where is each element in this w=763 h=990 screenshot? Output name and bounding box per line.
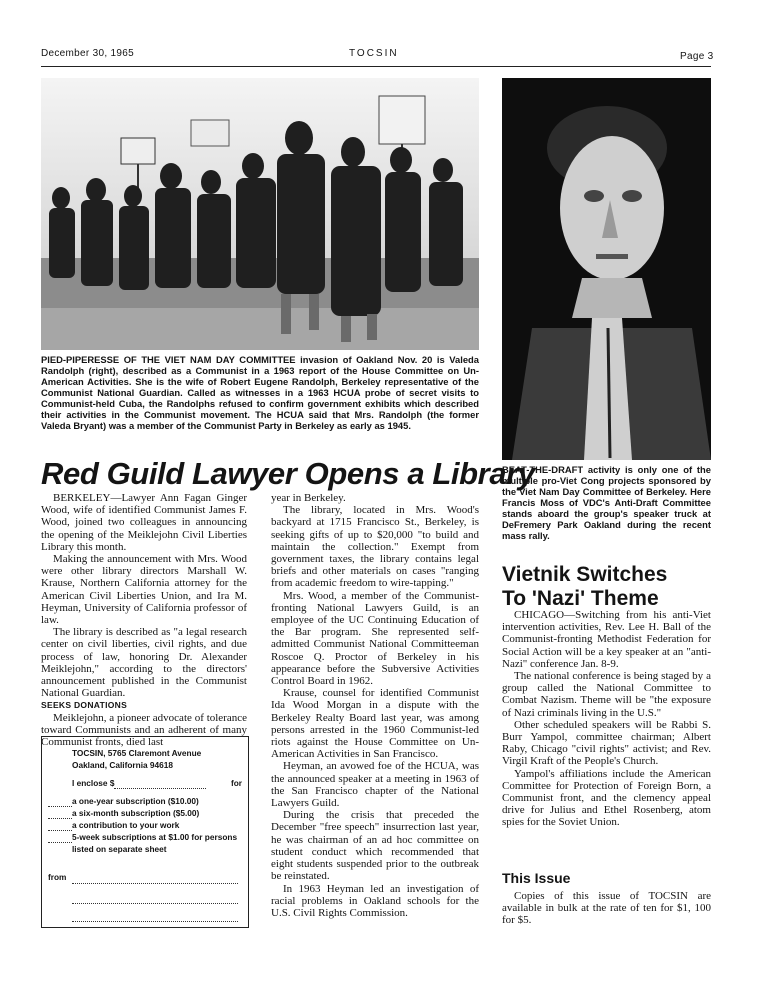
vietnik-headline <box>502 563 711 611</box>
subscription-coupon <box>41 736 249 928</box>
portrait-photo-illustration <box>502 78 711 460</box>
from-field-line-3[interactable] <box>72 911 238 922</box>
march-photo <box>41 78 479 350</box>
article-paragraph: The library, located in Mrs. Wood's backyard at 1715 Francisco St., Berkeley, is seeking gifts of up to $20,000 "to build and maintain the collection." Exempt from government taxes, the library contains legal briefs and other materials on cases "ranging from academic freedom to wire-tapping." <box>271 504 479 590</box>
article-paragraph: Yampol's affiliations include the American Committee for Protection of Foreign Born, a Communist front, and the clemency appeal drive for Julius and Ethel Rosenberg, atom spies for the Soviet Union. <box>502 767 711 829</box>
coupon-address <box>72 747 201 771</box>
coupon-address-line: TOCSIN, 5765 Claremont Avenue <box>72 748 202 758</box>
vietnik-headline-line: Vietnik Switches <box>502 563 668 586</box>
article-paragraph: Mrs. Wood, a member of the Communist-fronting National Lawyers Guild, is an employee of the UC Continuing Education of the Bar program. She represented self-admitted Communist National Committeeman Roscoe Q. Proctor of Berkeley in his appearance before the Subversive Activities Control Board in 1962. <box>271 589 479 688</box>
from-field-line-2[interactable] <box>72 893 238 904</box>
this-issue-paragraph: Copies of this issue of TOCSIN are available in bulk at the rate of ten for $1, 100 for $5. <box>502 890 711 927</box>
vietnik-headline-line: To 'Nazi' Theme <box>502 587 659 610</box>
article-paragraph: Krause, counsel for identified Communist Ida Wood Morgan in a dispute with the Berkeley Realty Board last year, was among persons arrested in the 1960 Communist-led riots against the House Committee on Un-American Activities in San Francisco. <box>271 687 479 761</box>
march-photo-caption: PIED-PIPERESSE OF THE VIET NAM DAY COMMITTEE invasion of Oakland Nov. 20 is Valeda Randolph (right), described as a Communist in a 1963 report of the House Committee on Un-American Activities. She is the wife of Robert Eugene Randolph, Berkeley representative of the Communist National Guardian. Called as witnesses in a 1963 HCUA probe of secret visits to Communist-held Cuba, the Randolphs refused to confirm government exhibits which described their activities in the Communist movement. The HCUA said that Mrs. Randolph (the former Valeda Bryant) was a member of the Communist Party in Berkeley as early as 1945. <box>41 354 479 431</box>
article-paragraph: year in Berkeley. <box>271 492 346 504</box>
coupon-from-label: from <box>48 872 67 882</box>
vietnik-article <box>502 609 711 829</box>
amount-field[interactable] <box>114 788 206 789</box>
coupon-address-line: Oakland, California 94618 <box>72 760 173 770</box>
article-paragraph: The national conference is being staged by a group called the National Committee to Combat Nazism. Theme will be "the exposure of Nazi criminals living in the U.S." <box>502 670 711 719</box>
article-paragraph: The library is described as "a legal research center on civil liberties, civil rights, and due process of law, honoring Dr. Alexander Meiklejohn," according to the directors' announcement published in the Communist National Guardian. <box>41 626 247 700</box>
article-paragraph: During the crisis that preceded the December "free speech" insurrection last year, he was chairman of an ad hoc committee on student conduct which recommended that eight students suspended prior to the outbreak be reinstated. <box>271 809 479 883</box>
coupon-option[interactable]: a one-year subscription ($10.00) <box>48 795 238 807</box>
article-column-2 <box>271 492 479 919</box>
coupon-enclose-line <box>72 777 242 789</box>
article-paragraph: Heyman, an avowed foe of the HCUA, was the announced speaker at a meeting in 1963 of the San Francisco chapter of the National Lawyers Guild. <box>271 760 479 810</box>
this-issue-heading: This Issue <box>502 870 571 886</box>
article-paragraph: Making the announcement with Mrs. Wood were other library directors Marshall W. Krause, Northern California attorney for the American Civil Liberties Union, and Ira M. Heyman, University of California professor of law. <box>41 553 247 627</box>
page-number: Page 3 <box>680 51 714 62</box>
article-paragraph: CHICAGO—Switching from his anti-Viet intervention activities, Rev. Lee H. Ball of the Communist-fronting Methodist Federation for Social Action will be a key speaker at an "anti-Nazi" conference Jan. 8-9. <box>502 609 711 670</box>
issue-date: December 30, 1965 <box>41 48 134 59</box>
portrait-photo-caption: BEAT-THE-DRAFT activity is only one of the multiple pro-Viet Cong projects sponsored by the Viet Nam Day Committee of Berkeley. Here Francis Moss of VDC's Anti-Draft Committee stands aboard the group's speaker truck at DeFremery Park Oakland during the recent mass rally. <box>502 464 711 541</box>
from-field-line-1[interactable] <box>72 873 238 884</box>
article-paragraph: Other scheduled speakers will be Rabbi S. Burr Yampol, committee chairman; Albert Raby, Chicago "civil rights" activist; and Rev. Virgil Kraft of the People's Church. <box>502 718 711 768</box>
this-issue-text <box>502 890 711 927</box>
article-paragraph: In 1963 Heyman led an investigation of racial problems in Oakland schools for the U.S. Civil Rights Commission. <box>271 882 479 919</box>
article-paragraph: Meiklejohn, a pioneer advocate of tolerance toward Communists and an adherent of many Communist fronts, died last <box>41 711 247 749</box>
article-paragraph: BERKELEY—Lawyer Ann Fagan Ginger Wood, wife of identified Communist James F. Wood, joined two colleagues in announcing the opening of the Meiklejohn Civil Liberties Library this month. <box>41 492 247 553</box>
march-photo-illustration <box>41 78 479 350</box>
article-column-1 <box>41 492 247 748</box>
coupon-enclose-label: I enclose $ <box>72 778 115 788</box>
header-rule <box>41 66 711 67</box>
article-subhead: SEEKS DONATIONS <box>41 700 128 711</box>
publication-title: TOCSIN <box>349 48 399 59</box>
coupon-option[interactable]: a contribution to your work <box>48 819 238 831</box>
coupon-option[interactable]: 5-week subscriptions at $1.00 for persons listed on separate sheet <box>48 831 238 855</box>
article-headline: Red Guild Lawyer Opens a Library <box>41 456 535 491</box>
coupon-enclose-suffix: for <box>230 778 242 788</box>
coupon-option[interactable]: a six-month subscription ($5.00) <box>48 807 238 819</box>
coupon-options <box>48 795 238 855</box>
portrait-photo <box>502 78 711 460</box>
